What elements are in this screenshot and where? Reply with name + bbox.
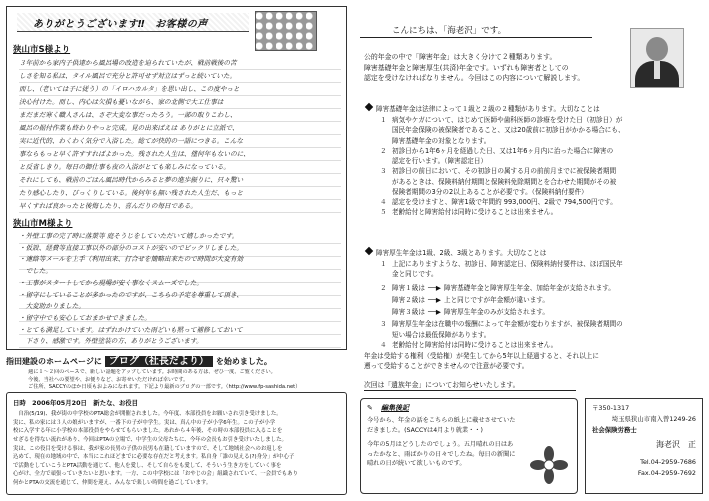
blog-headline-pre: 指田建設のホームページに	[6, 357, 102, 366]
text-line: 而し、（老いては子に従う）の「イロハカルタ」を思い出し、この度やっと	[19, 85, 240, 93]
address: 埼玉県狭山市南入曽1249-26	[611, 414, 696, 423]
diary-line: 校に入学する年に小学校の本部役員をやらせてもらいました。あれから４年後、その時の本部役員に入ることを	[13, 428, 283, 435]
voice2-body	[19, 231, 341, 348]
item-line: 認定を行います。（障害認定日）	[392, 157, 488, 166]
diary-line: で活動をしていこうとPTA活動を通じて、他人を愛し、そして自らをも愛して、そういう生き方をしていく事を	[13, 462, 282, 469]
text-line: 実に近代的、わくわく気分で入浴した。総てが快的の一語につきる。こんな	[19, 137, 244, 145]
list-item	[380, 340, 700, 350]
text-line: ・仮設、経費等直接工事以外の部分のコストが安いのでビックリしました。	[19, 243, 243, 252]
list-item	[380, 115, 700, 146]
text-line: 事ならもっと早く許すすればよかった。残された人生は、僅何年もないのに、	[19, 150, 250, 158]
grade-list	[380, 283, 700, 318]
item-line: 老齢給付と障害給付は同時に受けることは出来ません。	[392, 208, 558, 217]
item-line: 上記にありますような、初診日、障害認定日、保険料納付要件は、ほぼ国民年	[392, 260, 623, 269]
item-line: 短い場合は最低保障があります。	[392, 330, 491, 339]
tel: Tel.04-2959-7686	[640, 458, 696, 467]
pencil-icon: ✎	[367, 404, 373, 412]
voice-banner-title: ありがとうございます‼ お客様の声	[33, 19, 208, 30]
list-item	[380, 166, 700, 197]
item-line: 障害厚生年金は在職中の報酬によって年金額が変わりますが、被保険者期間の	[392, 320, 623, 329]
blog-headline-post: を始めました。	[215, 357, 272, 366]
closing-line: 年金は受給する権利（受給権）が発生してから5年以上経過すると、それ以上に	[364, 352, 599, 360]
text-line: ・連絡等メールを上手（利用出来、打合せを簡略出来たので時間が大変有効	[19, 255, 244, 264]
list-item	[380, 319, 700, 339]
text-line: でした。	[19, 267, 52, 276]
text-line: 大変助かりました。	[19, 302, 85, 311]
diary-line: 実に、私の家には３人の娘がいますが、一番下の子が中学生。実は、真ん中の子が小学6年生。この子が小学	[13, 419, 276, 426]
item-line: 国民年金保険の被保険者であること、又は20歳前に初診日がかかる場合にも、	[392, 126, 625, 135]
item-number: ２	[380, 283, 387, 292]
intro-line: 障害基礎年金と障害厚生(共済)年金です。いずれも障害者としての	[364, 63, 569, 72]
diary-line: せざるを得ない流れがあり、今回はPTAの立場で、中学生の父母たちに、今年の会長もお引き受けいたしました。	[13, 436, 287, 443]
diary-line: 心がけ、全力で頑張っていきたいと思います。一方、この中学校には「おやじの会」組織されていて、一会員でもあり	[13, 471, 298, 478]
item-line: 初診日から1年6ヶ月を経過した日、又は1年6ヶ月内に治った場合に障害の	[392, 146, 614, 155]
item-line: 保険者期間の3分の2以上あることが必要です。（保険料納付要件）	[392, 187, 588, 196]
greeting-underline	[360, 37, 592, 38]
voice1-body	[19, 57, 341, 213]
grade-label: 障害１級は	[392, 283, 425, 292]
arrow-right-icon: ──▶	[427, 283, 441, 292]
item-number: ２	[380, 146, 387, 155]
list-item	[380, 259, 700, 279]
text-line: ３年前から家内子供達から風呂場の改造を迫られていたが、戦前戦後の苦	[19, 59, 237, 67]
editor-note-title-text: 編集後記	[381, 404, 409, 412]
blog-headline	[6, 352, 347, 367]
arrow-right-icon: ──▶	[427, 295, 441, 304]
text-line: 早くすれば良かったと後悔したり、喜んだりの毎日である。	[19, 202, 198, 210]
item-number: ４	[380, 197, 387, 206]
next-issue: 次回は「遺族年金」についてお知らせいたします。	[364, 381, 520, 389]
editor-note-title	[367, 403, 571, 413]
diamond-bullet-icon	[365, 103, 373, 111]
text-line: ・とても満足しています。はずれかけていた雨どいも黙って補修しておいて	[19, 325, 243, 334]
blog-line: 週に１〜２回のペースで、新しい話題をアップしています。お時間のある方は、ぜひ一度、ご覧ください。	[28, 369, 276, 375]
closing-line: 遡って受給することができませんので注意が必要です。	[364, 362, 529, 371]
text-line: 下さり、感激です。外壁塗装の方、ありがとうございます。	[19, 337, 203, 346]
item-line: 病気やケガについて、はじめて医師や歯科医師の診療を受けた日（初診日）が	[392, 116, 623, 125]
flower-photo	[255, 11, 317, 51]
grade-row	[392, 295, 615, 305]
text-line: ・留守にしていることが多かったのですが、こちらの予定を尊重して頂き、	[19, 290, 243, 299]
text-line: たり感心したり、びっくりしている。後何年も無い残された人生だ、もっと	[19, 189, 244, 197]
flower-icon	[529, 445, 569, 485]
list-item	[380, 197, 700, 207]
intro-line: 認定を受けなければなりません。今回はこの内容について解説します。	[364, 74, 585, 83]
editor-note	[360, 398, 578, 494]
grade-desc: 障害基礎年金と障害厚生年金、加給年金が支給されます。	[443, 283, 615, 292]
customer-voice-panel	[6, 6, 347, 350]
diary-line: 何かとPTAの交流を通じて、仲間を迎え、みんなで楽しい時間を過ごしています。	[13, 480, 212, 487]
item-line: 初診日の前日において、その初診日の属する月の前前月までに被保険者期間	[392, 167, 617, 176]
blog-headline-strong: ブログ（社長だより）	[105, 356, 213, 367]
note-line: 今号から、年金の話をこちらの紙上に載せさせていただきました。(SACCYは4月より就業・・)	[367, 417, 516, 434]
item-number: １	[380, 260, 387, 269]
author-name: 海老沢 正	[656, 439, 696, 449]
kosei-heading	[364, 248, 700, 258]
diary-line: 自治(5/19)、我が街の中学校のPTA総会が開催されました。今年度、本部役員をお願いされ引き受けました。	[13, 411, 282, 417]
closing-paragraph	[364, 351, 700, 371]
item-number: ３	[380, 320, 387, 329]
basic-heading	[364, 104, 700, 114]
item-line: 障害基礎年金の対象となります。	[392, 136, 491, 145]
author-photo	[630, 28, 684, 88]
diamond-bullet-icon	[365, 247, 373, 255]
grade-row	[392, 283, 615, 293]
item-line: 認定を受けますと、障害1級で年間約 993,000円、2級で 794,500円です。	[392, 197, 617, 206]
arrow-right-icon: ──▶	[427, 308, 441, 317]
diary-line: 実は、この役目を受ける事は、我が家の長男の子供の長男も在籍していますので、そして地域社会へのお返しを	[13, 445, 283, 452]
item-number: １	[380, 116, 387, 125]
item-line: 金と同じです。	[392, 270, 438, 279]
text-line: ・留守中でも安心しておまかせできました。	[19, 313, 151, 322]
item-line: があるときは、保険料納付期間と保険料免除期間とを合わせた期間がその被	[392, 177, 617, 186]
text-line: 決心付けた。而し、内心は欠損も憂いながら、家の北側で大工仕事は	[19, 98, 224, 106]
item-number: ５	[380, 208, 387, 217]
voice1-heading: 狭山市S様より	[13, 45, 71, 55]
grade-desc: 上と同じですが年金額が違います。	[443, 295, 549, 304]
list-item	[380, 207, 700, 217]
text-line: と反省しきり。毎日の御仕事も夜の入浴がとても楽しみになっている。	[19, 163, 230, 171]
grade-row	[392, 307, 615, 317]
text-line: 風呂の据付作業も終わりやっと完成。見の出来ばえは ありがとに立派で、	[19, 124, 239, 132]
next-issue-underline	[364, 390, 576, 391]
text-line: しさを知る私は、タイル風呂で充分と許可せず対立はずっと続いていた。	[19, 72, 237, 80]
intro-line: 公的年金の中で「障害年金」は大きく分けて２種類あります。	[364, 53, 557, 61]
voice-banner	[17, 13, 249, 32]
text-line: ・工事がスタートしてから現場が安く事なくスムーズでした。	[19, 278, 203, 287]
voice2-heading: 狭山市M様より	[13, 219, 73, 229]
text-line: それにしても、戦前のごはん風呂時代からみると夢の進歩振りに、只々驚い	[19, 176, 244, 184]
item-number: ３	[380, 167, 387, 176]
contact-box	[585, 398, 703, 494]
grade-desc: 障害厚生年金のみが支給されます。	[443, 308, 549, 317]
fax: Fax.04-2959-7692	[637, 469, 696, 478]
grade-label: 障害２級は	[392, 295, 425, 304]
grade-label: 障害３級は	[392, 308, 425, 317]
item-line: 老齢給付と障害給付は同時に受けることは出来ません。	[392, 340, 558, 349]
kosei-heading-text: 障害厚生年金は1級、2級、3級とあります。大切なことは	[376, 249, 547, 257]
blog-diary-box	[6, 392, 347, 495]
text-line: ・外壁工事の完了時に落葉等 庭そうじをしていただいて嬉しかったです。	[19, 232, 239, 240]
office-title: 社会保険労務士	[592, 425, 637, 434]
editor-note-body	[367, 416, 517, 469]
text-line: まだまだ寒く職人さんは、さぞ大変な事だったろう。一部の取りこわし、	[19, 111, 237, 119]
basic-heading-text: 障害基礎年金は法律によって１級と２級の２種類があります。大切なことは	[376, 105, 600, 113]
postal-code: 〒350-1317	[592, 404, 630, 412]
basic-pension-section	[364, 104, 700, 217]
blog-line: 今後、当社への要望や、お便りなど、お寄せいただければ幸いです。	[28, 376, 189, 383]
kosei-pension-section	[364, 248, 700, 350]
list-item	[380, 146, 700, 166]
intro-paragraph	[364, 52, 629, 84]
blog-announcement	[6, 352, 347, 392]
item-number: ４	[380, 340, 387, 349]
note-line: 今年の5月はどうしたのでしょう。五月晴れの日はあったかなと、雨ばかりの日々でしたね。毎日の新聞に晴れの日が続いて欲しいものです。	[367, 441, 516, 468]
greeting: こんにちは、「海老沢」です。	[392, 26, 507, 36]
blog-line: ご住所、SACCYのほか日頃もおよみになれます。下記より最新のブログの一部です。（http://www.fp-sashida.net）	[28, 384, 301, 391]
diary-date-line: 日時 2006年05月20日 新たな、お役目	[13, 399, 139, 407]
diary-line: 込めて、現在の地域の中で、本当にこれほどまでに必要な存在だと考えます。私自身「誰の見える(?)身分」が中心子	[13, 454, 295, 461]
